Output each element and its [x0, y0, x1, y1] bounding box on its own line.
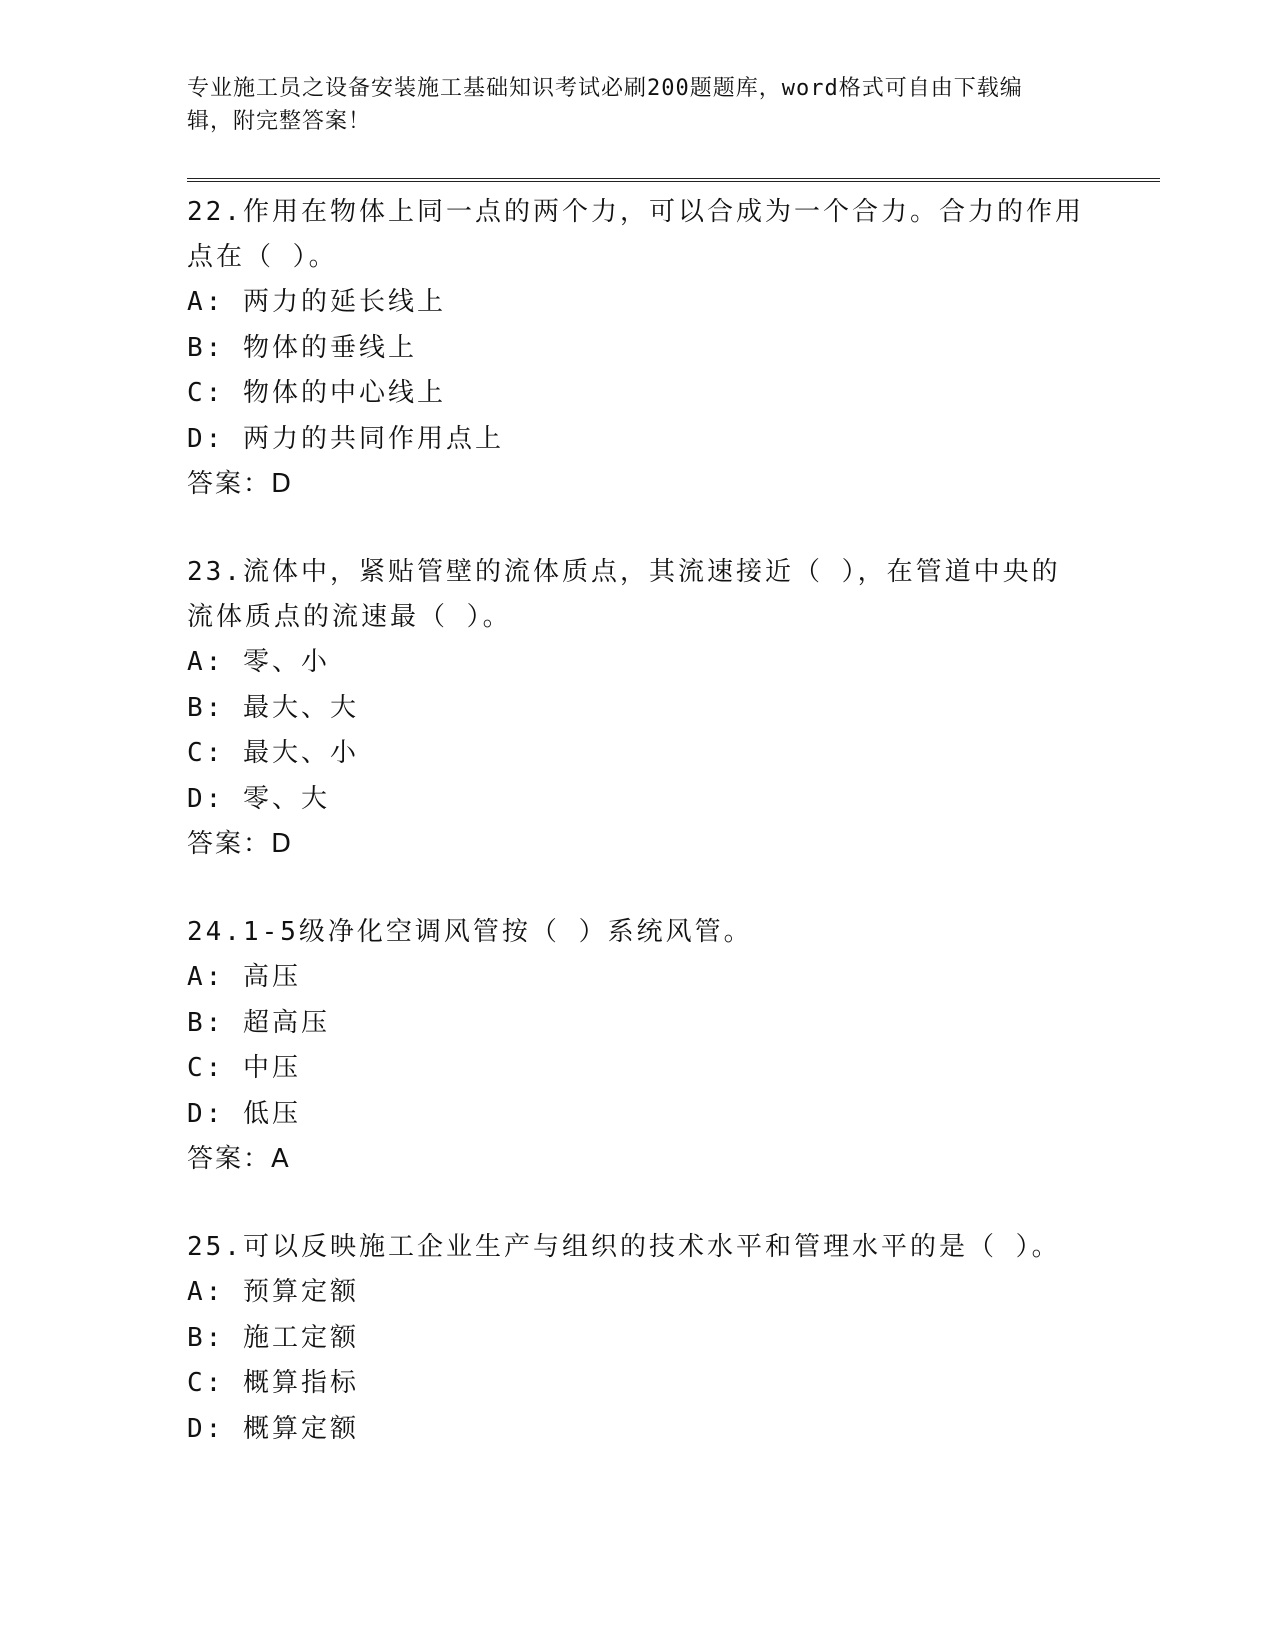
answer-text: 答案：D	[187, 829, 294, 859]
option-a: A: 零、小	[187, 647, 330, 677]
option-b: B: 施工定额	[187, 1322, 359, 1353]
option-d: D: 低压	[187, 1098, 301, 1129]
question-23	[187, 550, 1087, 867]
question-stem: 22.作用在物体上同一点的两个力，可以合成为一个合力。合力的作用点在（ ）。	[187, 197, 1084, 272]
question-stem: 24.1-5级净化空调风管按（ ）系统风管。	[187, 917, 753, 947]
option-d: D: 概算定额	[187, 1413, 359, 1444]
option-a: A: 高压	[187, 962, 301, 992]
option-d: D: 零、大	[187, 783, 330, 814]
document-header: 专业施工员之设备安装施工基础知识考试必刷200题题库，word格式可自由下载编辑，附完整答案！	[187, 76, 1023, 134]
header-divider	[187, 178, 1160, 182]
question-25	[187, 1225, 1087, 1452]
question-stem: 23.流体中，紧贴管壁的流体质点，其流速接近（ ），在管道中央的流体质点的流速最（ ）。	[187, 557, 1061, 632]
question-list	[187, 190, 1087, 1495]
question-stem: 25.可以反映施工企业生产与组织的技术水平和管理水平的是（ ）。	[187, 1232, 1061, 1262]
option-c: C: 最大、小	[187, 738, 359, 768]
option-b: B: 最大、大	[187, 692, 359, 723]
answer-text: 答案：D	[187, 469, 294, 499]
question-24	[187, 910, 1087, 1182]
option-c: C: 物体的中心线上	[187, 378, 446, 408]
option-b: B: 物体的垂线上	[187, 332, 417, 363]
answer-text: 答案：A	[187, 1144, 291, 1174]
option-a: A: 预算定额	[187, 1277, 359, 1307]
option-d: D: 两力的共同作用点上	[187, 423, 504, 454]
option-c: C: 概算指标	[187, 1368, 359, 1398]
option-b: B: 超高压	[187, 1007, 330, 1038]
option-a: A: 两力的延长线上	[187, 287, 446, 317]
question-22	[187, 190, 1087, 507]
option-c: C: 中压	[187, 1053, 301, 1083]
